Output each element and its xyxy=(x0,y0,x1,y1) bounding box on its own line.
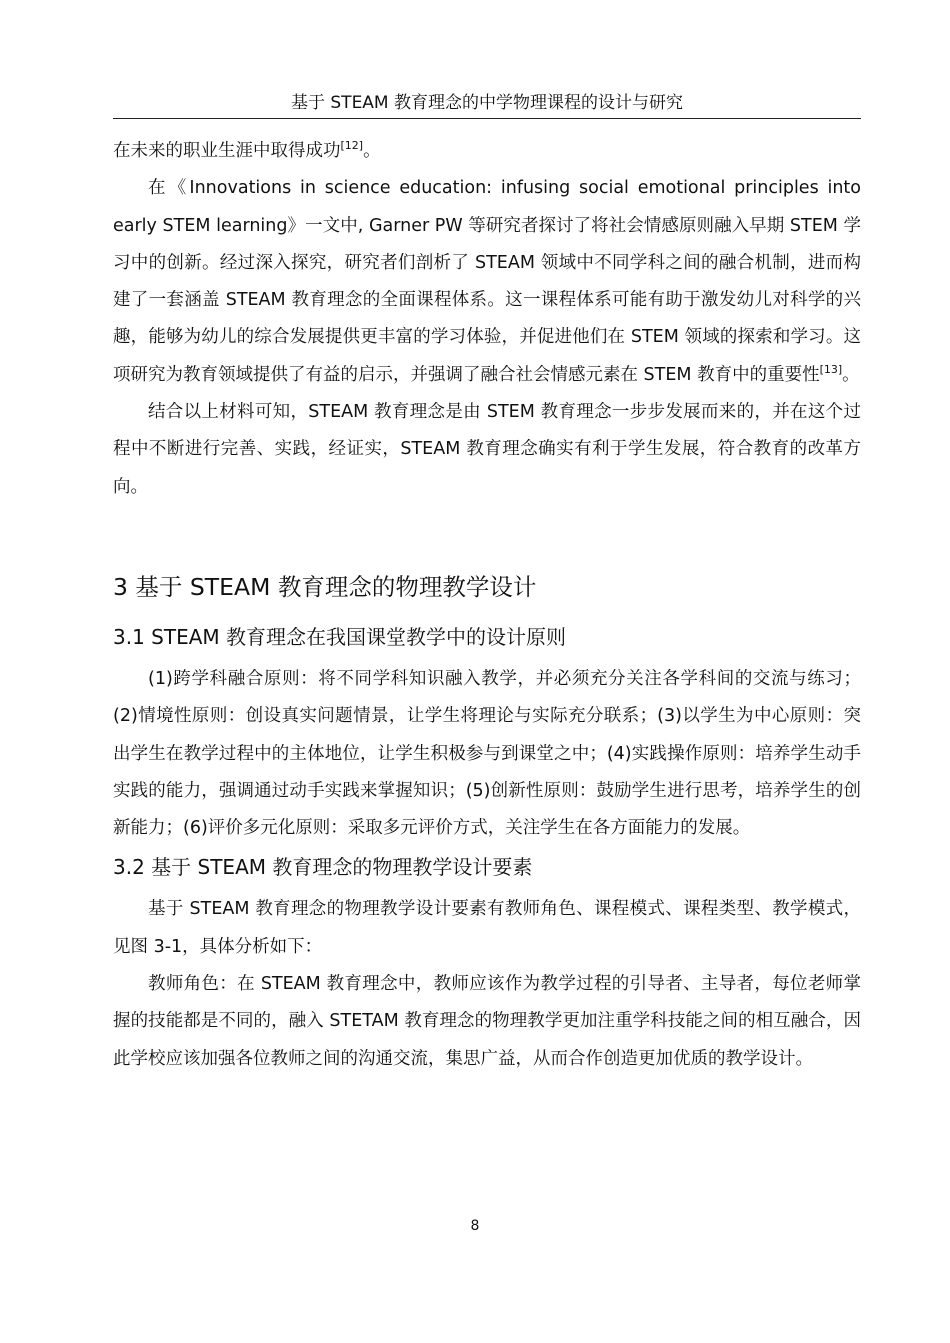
subsection-heading-3-1: 3.1 STEAM 教育理念在我国课堂教学中的设计原则 xyxy=(113,624,567,649)
paragraph-teacher-role: 教师角色：在 STEAM 教育理念中，教师应该作为教学过程的引导者、主导者，每位老师掌握的技能都是不同的，融入 STETAM 教育理念的物理教学更加注重学科技能之间的相互融合，因此学校应该加强各位教师之间的沟通交流，集思广益，从而合作创造更加优质的教学设计。 xyxy=(113,974,861,1069)
paragraph-tail: 。 xyxy=(363,141,381,161)
paragraph-design-principles: (1)跨学科融合原则：将不同学科知识融入教学，并必须充分关注各学科间的交流与练习；(2)情境性原则：创设真实问题情景，让学生将理论与实际充分联系；(3)以学生为中心原则：突出学生在教学过程中的主体地位，让学生积极参与到课堂之中；(4)实践操作原则：培养学生动手实践的能力，强调通过动手实践来掌握知识；(5)创新性原则：鼓励学生进行思考，培养学生的创新能力；(6)评价多元化原则：采取多元评价方式，关注学生在各方面能力的发展。 xyxy=(113,668,861,839)
page-number: 8 xyxy=(470,1218,480,1234)
section-heading-3: 3 基于 STEAM 教育理念的物理教学设计 xyxy=(113,572,537,601)
subsection-heading-3-2: 3.2 基于 STEAM 教育理念的物理教学设计要素 xyxy=(113,855,533,880)
citation-ref[interactable]: [12] xyxy=(340,139,364,152)
paragraph-continued xyxy=(113,133,861,170)
paragraph-text: 在《Innovations in science education: infusing social emotional principles into early STEM learning》一文中, Garner PW 等研究者探讨了将社会情感原则融入早期 STEM 学习中的创新。经过深入探究，研究者们剖析了 STEAM 领域中不同学科之间的融合机制，进而构建了一套涵盖 STEAM 教育理念的全面课程体系。这一课程体系可能有助于激发幼儿对科学的兴趣，能够为幼儿的综合发展提供更丰富的学习体验，并促进他们在 STEM 领域的探索和学习。这项研究为教育领域提供了有益的启示，并强调了融合社会情感元素在 STEM 教育中的重要性 xyxy=(113,178,861,385)
citation-ref[interactable]: [13] xyxy=(819,362,843,376)
paragraph-text: 在未来的职业生涯中取得成功 xyxy=(113,141,341,161)
paragraph-tail: 。 xyxy=(842,364,860,385)
paragraph-conclusion: 结合以上材料可知，STEAM 教育理念是由 STEM 教育理念一步步发展而来的，并在这个过程中不断进行完善、实践，经证实，STEAM 教育理念确实有利于学生发展，符合教育的改革方向。 xyxy=(113,402,861,497)
paragraph-garner-study xyxy=(113,170,861,394)
running-header: 基于 STEAM 教育理念的中学物理课程的设计与研究 xyxy=(113,90,861,119)
paragraph-design-elements: 基于 STEAM 教育理念的物理教学设计要素有教师角色、课程模式、课程类型、教学模式，见图 3-1，具体分析如下： xyxy=(113,899,861,957)
page-content xyxy=(113,133,861,1078)
